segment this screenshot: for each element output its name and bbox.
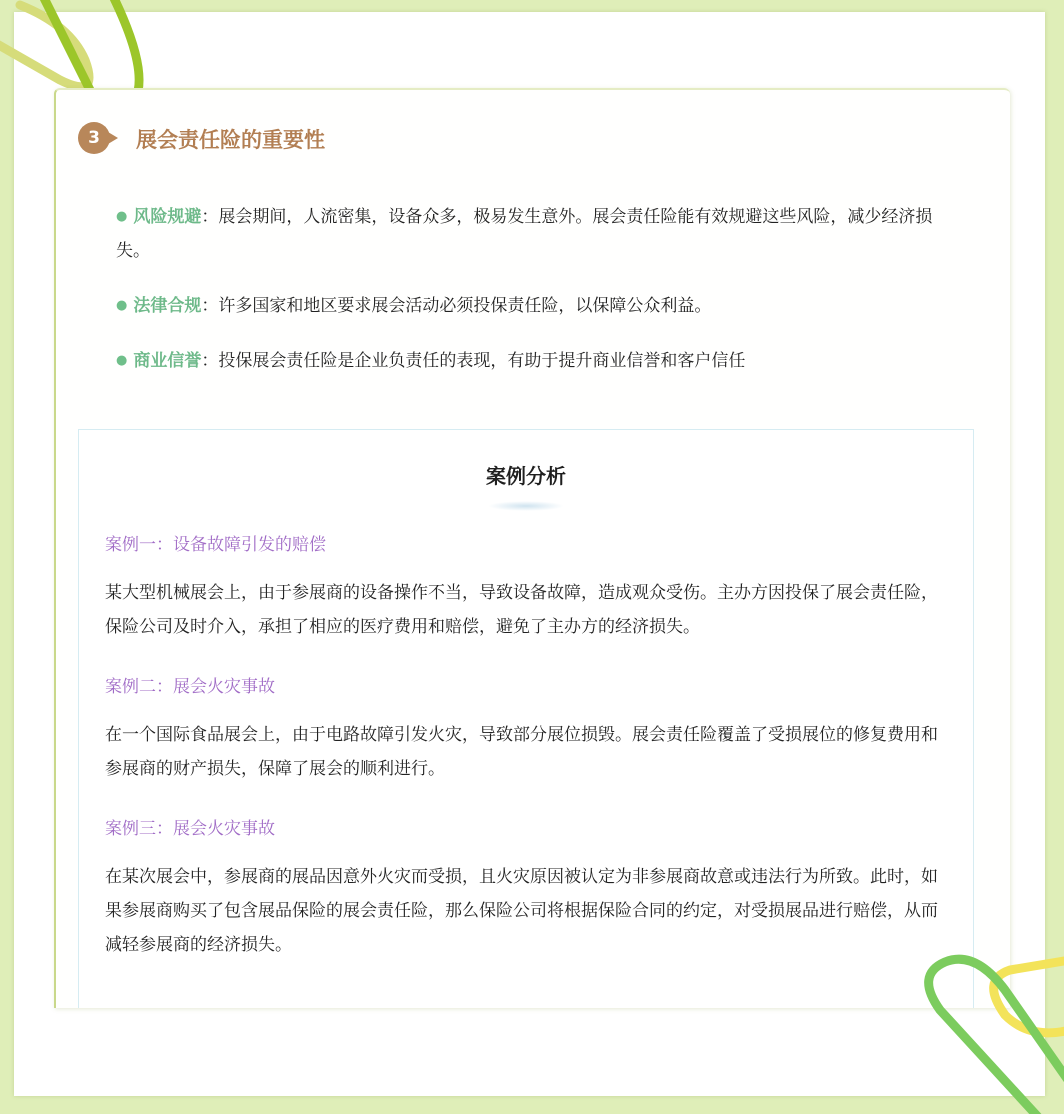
badge-arrow-icon (108, 132, 118, 144)
case-title: 案例一：设备故障引发的赔偿 (105, 535, 326, 555)
bullet-text: ：许多国家和地区要求展会活动必须投保责任险，以保障公众利益。 (201, 296, 712, 316)
bullet-dot-icon: ● (116, 209, 128, 224)
case-analysis-heading: 案例分析 (486, 464, 566, 488)
bullet-dot-icon: ● (116, 298, 128, 313)
case-body: 某大型机械展会上，由于参展商的设备操作不当，导致设备故障，造成观众受伤。主办方因投保了展会责任险，保险公司及时介入，承担了相应的医疗费用和赔偿，避免了主办方的经济损失。 (105, 583, 938, 637)
case-body: 在某次展会中，参展商的展品因意外火灾而受损，且火灾原因被认定为非参展商故意或违法行为所致。此时，如果参展商购买了包含展品保险的展会责任险，那么保险公司将根据保险合同的约定，对受损展品进行赔偿，从而减轻参展商的经济损失。 (105, 867, 938, 955)
case-item (105, 814, 947, 962)
case-analysis-box (78, 429, 974, 1008)
bullet-term: 法律合规 (133, 296, 202, 316)
list-item (116, 200, 946, 268)
case-title: 案例二：展会火灾事故 (105, 677, 275, 697)
bullet-dot-icon: ● (116, 353, 128, 368)
bullet-term: 商业信誉 (133, 351, 202, 371)
bullet-text: ：投保展会责任险是企业负责任的表现，有助于提升商业信誉和客户信任 (201, 351, 746, 371)
case-body: 在一个国际食品展会上，由于电路故障引发火灾，导致部分展位损毁。展会责任险覆盖了受损展位的修复费用和参展商的财产损失，保障了展会的顺利进行。 (105, 725, 938, 779)
case-item (105, 672, 947, 786)
list-item (116, 289, 946, 323)
case-title: 案例三：展会火灾事故 (105, 819, 275, 839)
section-number-badge: 3 (78, 122, 110, 154)
section-title: 展会责任险的重要性 (136, 128, 325, 152)
list-item (116, 344, 946, 378)
heading-underline (488, 501, 564, 511)
case-item (105, 530, 947, 644)
bullet-term: 风险规避 (133, 207, 202, 227)
case-list (105, 530, 947, 990)
importance-list (116, 200, 946, 399)
bullet-text: ：展会期间，人流密集，设备众多，极易发生意外。展会责任险能有效规避这些风险，减少经济损失。 (116, 207, 933, 261)
